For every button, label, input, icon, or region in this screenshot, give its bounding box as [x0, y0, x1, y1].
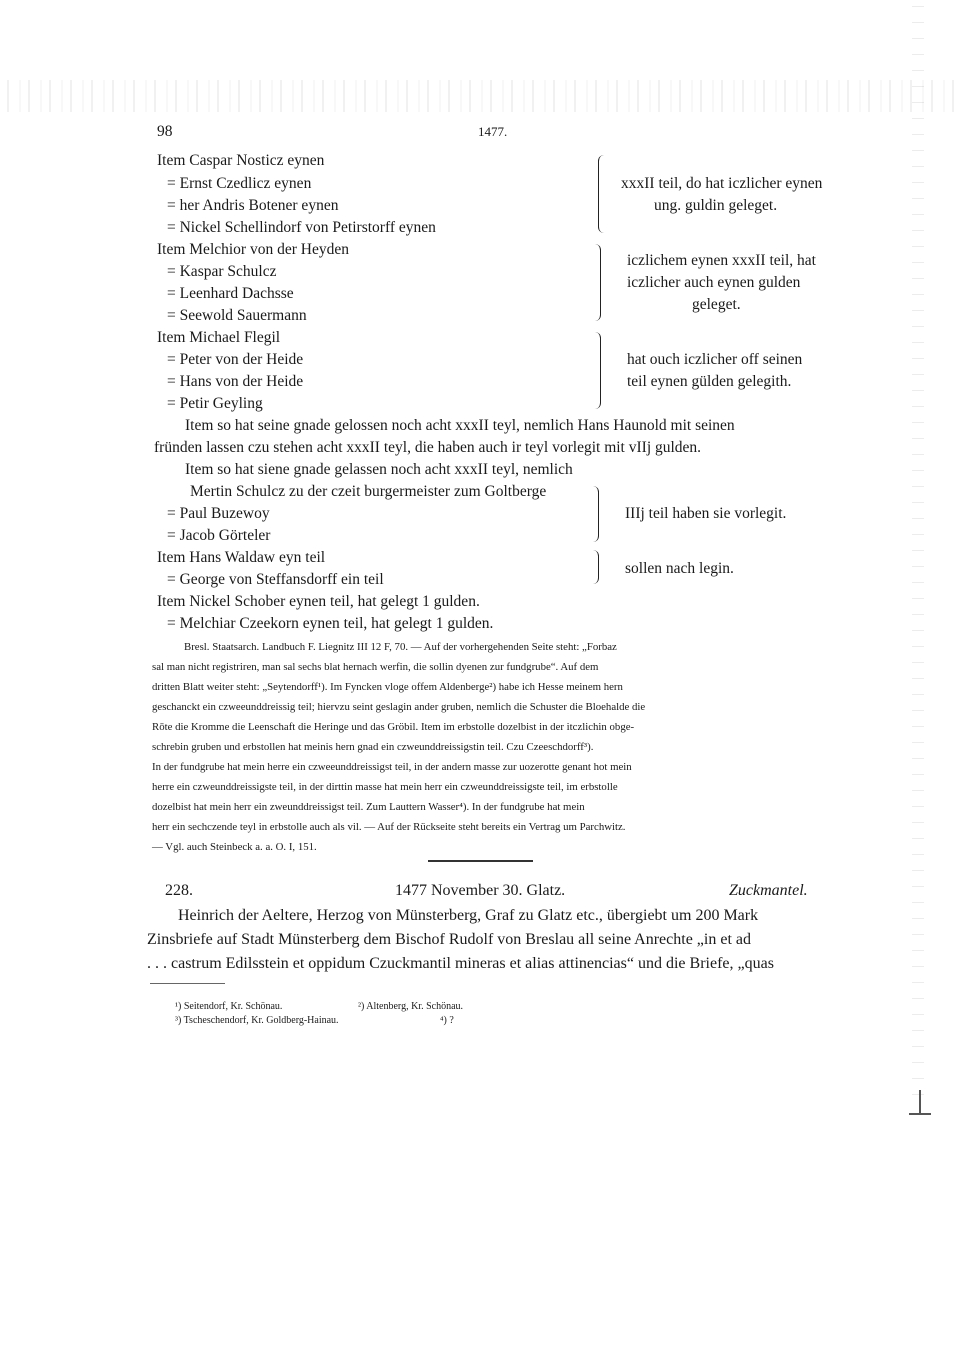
- note-line: Rōte die Kromme die Leenschaft die Heringe und das Gröbil. Item im erbstolle dozelbist in der itczlichin obge-: [152, 721, 635, 733]
- bracket-note: iczlicher auch eynen gulden: [627, 274, 801, 291]
- paragraph-line: Item so hat siene gnade gelassen noch acht xxxII teyl, nemlich: [185, 461, 573, 478]
- entry-line: Item Nickel Schober eynen teil, hat gelegt 1 gulden.: [157, 593, 480, 610]
- entry-line: Item Michael Flegil: [157, 329, 281, 346]
- note-line: — Vgl. auch Steinbeck a. a. O. I, 151.: [152, 841, 317, 853]
- note-line: Bresl. Staatsarch. Landbuch F. Liegnitz III 12 F, 70. — Auf der vorhergehenden Seite steht: „Forbaz: [184, 641, 617, 653]
- note-line: dozelbist hat mein herr ein zweunddreissigst teil. Zum Lauttern Wasser⁴). In der fundgrube hat mein: [152, 801, 585, 813]
- entry-line: = Kaspar Schulcz: [167, 263, 277, 280]
- entry-line: Item Melchior von der Heyden: [157, 241, 349, 258]
- paragraph-line: Item so hat seine gnade gelossen noch acht xxxII teyl, nemlich Hans Haunold mit seinen: [185, 417, 735, 434]
- bracket: [598, 155, 607, 233]
- note-line: sal man nicht registriren, man sal sechs blat hernach werfin, die sollin dyenen zur fundgrube“. Auf dem: [152, 661, 599, 673]
- bracket: [592, 244, 601, 321]
- scan-margin-mark-h: [909, 1113, 931, 1115]
- bracket-note: ung. guldin geleget.: [654, 197, 778, 214]
- document-text-line: Zinsbriefe auf Stadt Münsterberg dem Bischof Rudolf von Breslau all seine Anrechte „in et ad: [147, 931, 751, 948]
- entry-line: = Paul Buzewoy: [167, 505, 270, 522]
- separator-rule: [428, 860, 533, 862]
- paragraph-line: fründen lassen czu stehen acht xxxII teyl, die haben auch ir teyl vorlegit mit vIIj gulden.: [154, 439, 702, 456]
- bracket-note: hat ouch iczlicher off seinen: [627, 351, 803, 368]
- entry-line: = Melchiar Czeekorn eynen teil, hat gelegt 1 gulden.: [167, 615, 494, 632]
- page-year: 1477.: [478, 124, 508, 139]
- entry-line: Mertin Schulcz zu der czeit burgermeister zum Goltberge: [190, 483, 547, 500]
- page-number: 98: [157, 123, 173, 140]
- note-line: geschanckt ein czweeunddreissig teil; hiervzu seint geslagin ander gruben, nemlich die Schuster die Bloehalde die: [152, 701, 646, 713]
- document-place: Zuckmantel.: [729, 882, 808, 899]
- bracket-note: IIIj teil haben sie vorlegit.: [625, 505, 787, 522]
- entry-line: = Hans von der Heide: [167, 373, 304, 390]
- bracket: [592, 332, 601, 409]
- note-line: In der fundgrube hat mein herre ein czweeunddreissigst teil, in der andern masse zur uozerotte genant hot mein: [152, 761, 632, 773]
- document-date: 1477 November 30. Glatz.: [395, 882, 566, 899]
- bracket-note: teil eynen gülden gelegith.: [627, 373, 792, 390]
- bracket-note: iczlichem eynen xxxII teil, hat: [627, 252, 816, 269]
- entry-line: = Jacob Görteler: [167, 527, 271, 544]
- entry-line: Item Caspar Nosticz eynen: [157, 152, 325, 169]
- bracket-note: geleget.: [692, 296, 741, 313]
- bracket: [590, 550, 599, 584]
- note-line: herr ein sechczende teyl in erbstolle auch als vil. — Auf der Rückseite steht bereits ein Vertrag um Parchwitz.: [152, 821, 626, 833]
- footnote: ⁴) ?: [440, 1015, 454, 1026]
- entry-line: = Petir Geyling: [167, 395, 263, 412]
- bracket: [590, 486, 599, 542]
- scan-noise-band: [0, 80, 960, 112]
- bracket-note: xxxII teil, do hat iczlicher eynen: [621, 175, 823, 192]
- entry-line: = George von Steffansdorff ein teil: [167, 571, 384, 588]
- scan-right-edge: [912, 0, 924, 1100]
- footnote-rule: [150, 983, 225, 984]
- footnote: ²) Altenberg, Kr. Schönau.: [358, 1001, 464, 1012]
- entry-line: = Seewold Sauermann: [167, 307, 307, 324]
- document-text-line: . . . castrum Edilsstein et oppidum Czuckmantil mineras et alias attinencias“ und die Briefe, „quas: [147, 955, 774, 972]
- scan-margin-mark: [919, 1090, 921, 1115]
- entry-line: = her Andris Botener eynen: [167, 197, 339, 214]
- entry-line: = Ernst Czedlicz eynen: [167, 175, 312, 192]
- document-text-line: Heinrich der Aeltere, Herzog von Münsterberg, Graf zu Glatz etc., übergiebt um 200 Mark: [178, 907, 759, 924]
- note-line: dritten Blatt weiter steht: „Seytendorff¹). Im Fyncken vloge offem Aldenberge²) habe ich Hesse meinem hern: [152, 681, 623, 693]
- footnote: ³) Tscheschendorf, Kr. Goldberg-Hainau.: [175, 1015, 339, 1026]
- entry-line: = Nickel Schellindorf von Petirstorff eynen: [167, 219, 436, 236]
- note-line: schrebin gruben und erbstollen hat meinis hern gnad ein czweunddreissigstin teil. Czu Czeeschdorff³).: [152, 741, 594, 753]
- entry-line: Item Hans Waldaw eyn teil: [157, 549, 326, 566]
- entry-line: = Peter von der Heide: [167, 351, 304, 368]
- entry-line: = Leenhard Dachsse: [167, 285, 294, 302]
- footnote: ¹) Seitendorf, Kr. Schönau.: [175, 1001, 283, 1012]
- note-line: herre ein czweunddreissigste teil, in der dirttin masse hat mein herr ein czweunddreissigste teil, im erbstolle: [152, 781, 618, 793]
- document-number: 228.: [165, 882, 193, 899]
- bracket-note: sollen nach legin.: [625, 560, 734, 577]
